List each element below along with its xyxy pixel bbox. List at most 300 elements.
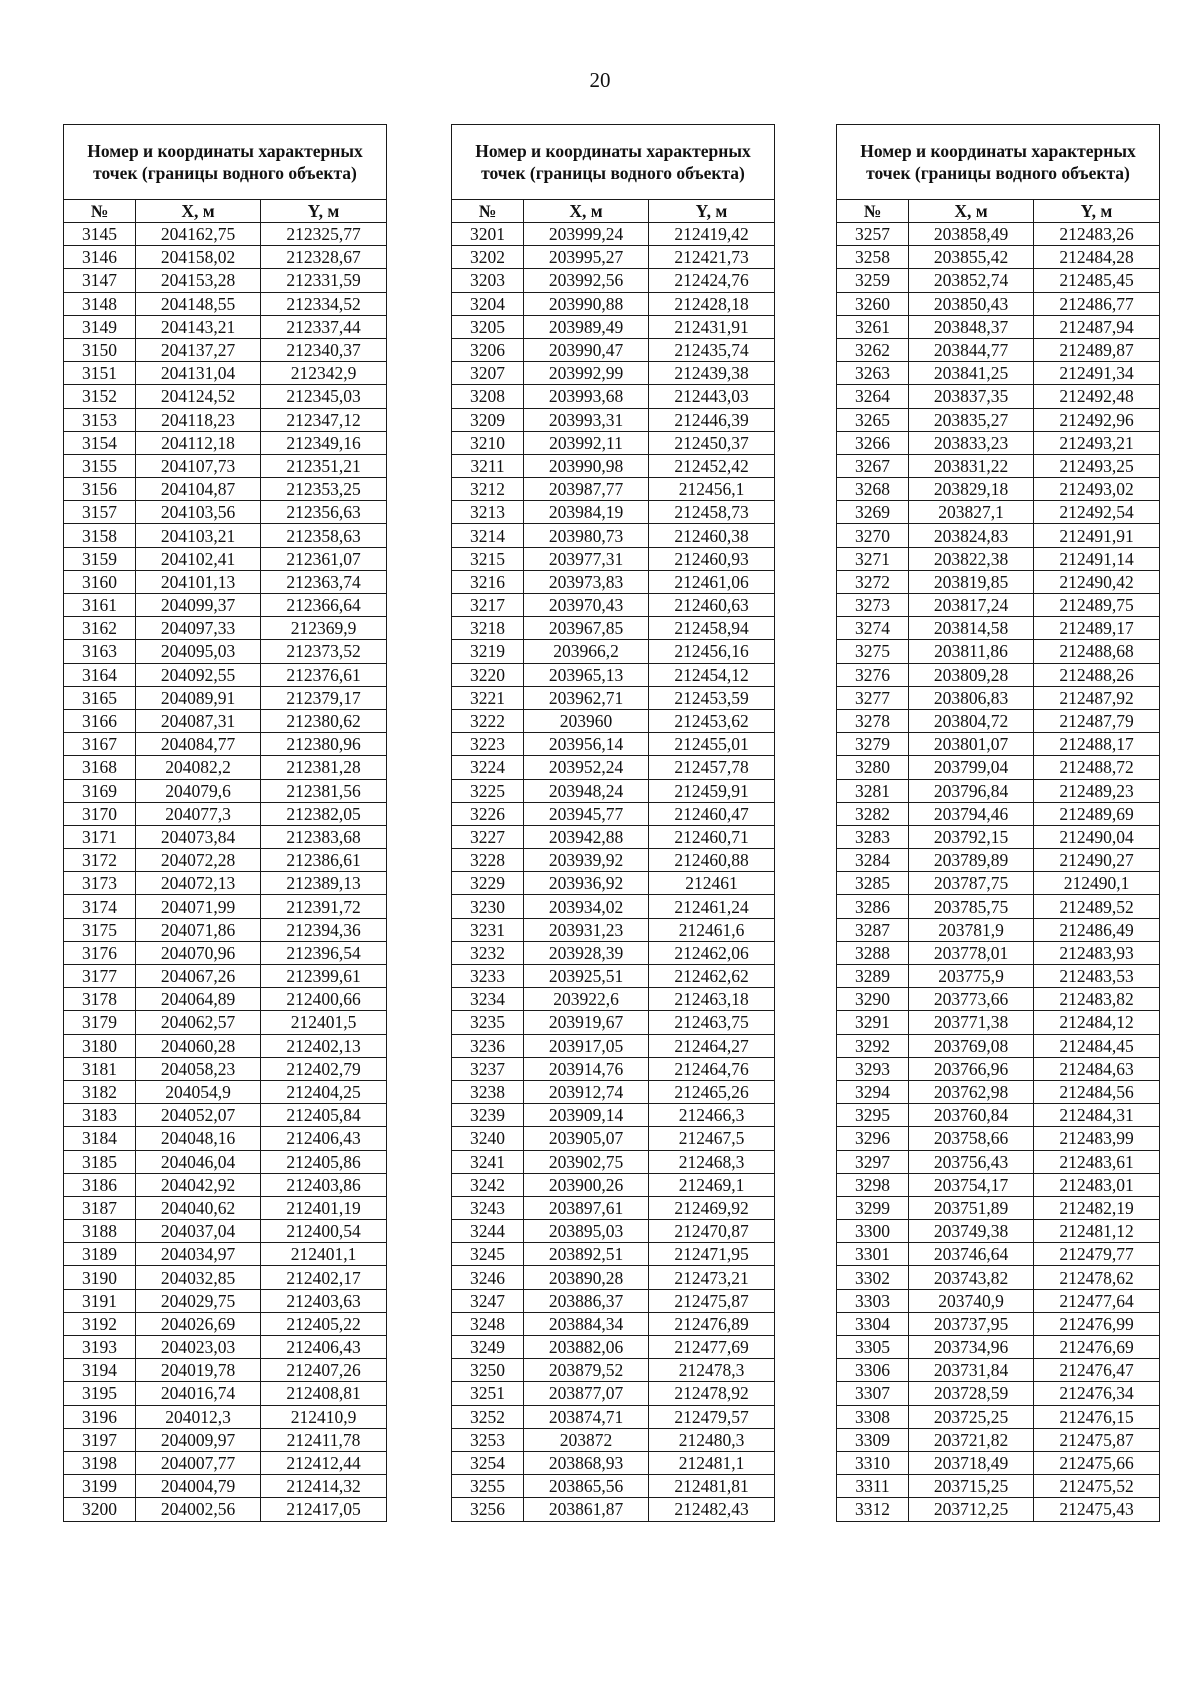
- y-coordinate-cell: 212410,9: [261, 1405, 387, 1428]
- x-coordinate-cell: 204092,55: [136, 663, 261, 686]
- point-number-cell: 3210: [452, 431, 524, 454]
- y-coordinate-cell: 212489,87: [1034, 338, 1160, 361]
- point-number-cell: 3284: [837, 849, 909, 872]
- point-number-cell: 3229: [452, 872, 524, 895]
- y-coordinate-cell: 212489,17: [1034, 617, 1160, 640]
- table-row: [452, 965, 775, 988]
- point-number-cell: 3228: [452, 849, 524, 872]
- y-coordinate-cell: 212381,56: [261, 779, 387, 802]
- table-row: [837, 1173, 1160, 1196]
- y-coordinate-cell: 212462,62: [649, 965, 775, 988]
- y-coordinate-cell: 212476,47: [1034, 1359, 1160, 1382]
- x-coordinate-cell: 203905,07: [524, 1127, 649, 1150]
- table-row: [837, 1104, 1160, 1127]
- x-coordinate-cell: 204077,3: [136, 802, 261, 825]
- point-number-cell: 3149: [64, 315, 136, 338]
- y-coordinate-cell: 212485,45: [1034, 269, 1160, 292]
- point-number-cell: 3190: [64, 1266, 136, 1289]
- point-number-cell: 3160: [64, 570, 136, 593]
- column-header-number: №: [64, 200, 136, 223]
- x-coordinate-cell: 204079,6: [136, 779, 261, 802]
- point-number-cell: 3269: [837, 501, 909, 524]
- x-coordinate-cell: 203882,06: [524, 1336, 649, 1359]
- x-coordinate-cell: 203746,64: [909, 1243, 1034, 1266]
- x-coordinate-cell: 203734,96: [909, 1336, 1034, 1359]
- y-coordinate-cell: 212484,56: [1034, 1080, 1160, 1103]
- x-coordinate-cell: 203778,01: [909, 941, 1034, 964]
- x-coordinate-cell: 203831,22: [909, 454, 1034, 477]
- y-coordinate-cell: 212391,72: [261, 895, 387, 918]
- x-coordinate-cell: 203781,9: [909, 918, 1034, 941]
- y-coordinate-cell: 212453,59: [649, 686, 775, 709]
- x-coordinate-cell: 204034,97: [136, 1243, 261, 1266]
- x-coordinate-cell: 204101,13: [136, 570, 261, 593]
- point-number-cell: 3163: [64, 640, 136, 663]
- point-number-cell: 3220: [452, 663, 524, 686]
- x-coordinate-cell: 204095,03: [136, 640, 261, 663]
- table-row: [837, 1057, 1160, 1080]
- y-coordinate-cell: 212487,94: [1034, 315, 1160, 338]
- table-row: [64, 1173, 387, 1196]
- y-coordinate-cell: 212334,52: [261, 292, 387, 315]
- y-coordinate-cell: 212403,63: [261, 1289, 387, 1312]
- table-row: [452, 1243, 775, 1266]
- x-coordinate-cell: 203977,31: [524, 547, 649, 570]
- table-row: [452, 988, 775, 1011]
- table-row: [837, 1336, 1160, 1359]
- point-number-cell: 3279: [837, 733, 909, 756]
- column-header-number: №: [837, 200, 909, 223]
- table-row: [837, 733, 1160, 756]
- table-row: [64, 1475, 387, 1498]
- table-row: [64, 825, 387, 848]
- y-coordinate-cell: 212482,43: [649, 1498, 775, 1521]
- x-coordinate-cell: 204032,85: [136, 1266, 261, 1289]
- point-number-cell: 3259: [837, 269, 909, 292]
- y-coordinate-cell: 212347,12: [261, 408, 387, 431]
- point-number-cell: 3199: [64, 1475, 136, 1498]
- x-coordinate-cell: 203919,67: [524, 1011, 649, 1034]
- x-coordinate-cell: 203928,39: [524, 941, 649, 964]
- table-row: [452, 1382, 775, 1405]
- x-coordinate-cell: 203917,05: [524, 1034, 649, 1057]
- table-row: [452, 1359, 775, 1382]
- table-row: [452, 570, 775, 593]
- point-number-cell: 3222: [452, 709, 524, 732]
- point-number-cell: 3288: [837, 941, 909, 964]
- table-row: [837, 1475, 1160, 1498]
- y-coordinate-cell: 212402,79: [261, 1057, 387, 1080]
- y-coordinate-cell: 212402,13: [261, 1034, 387, 1057]
- point-number-cell: 3175: [64, 918, 136, 941]
- table-row: [64, 1150, 387, 1173]
- y-coordinate-cell: 212476,89: [649, 1312, 775, 1335]
- point-number-cell: 3270: [837, 524, 909, 547]
- table-row: [837, 431, 1160, 454]
- y-coordinate-cell: 212419,42: [649, 223, 775, 246]
- y-coordinate-cell: 212483,53: [1034, 965, 1160, 988]
- x-coordinate-cell: 203952,24: [524, 756, 649, 779]
- point-number-cell: 3280: [837, 756, 909, 779]
- table-row: [837, 617, 1160, 640]
- table-row: [452, 941, 775, 964]
- point-number-cell: 3201: [452, 223, 524, 246]
- point-number-cell: 3145: [64, 223, 136, 246]
- y-coordinate-cell: 212483,26: [1034, 223, 1160, 246]
- x-coordinate-cell: 203965,13: [524, 663, 649, 686]
- point-number-cell: 3176: [64, 941, 136, 964]
- point-number-cell: 3195: [64, 1382, 136, 1405]
- y-coordinate-cell: 212396,54: [261, 941, 387, 964]
- y-coordinate-cell: 212394,36: [261, 918, 387, 941]
- x-coordinate-cell: 204089,91: [136, 686, 261, 709]
- y-coordinate-cell: 212381,28: [261, 756, 387, 779]
- x-coordinate-cell: 203771,38: [909, 1011, 1034, 1034]
- table-body: [452, 223, 775, 1522]
- table-row: [452, 1196, 775, 1219]
- x-coordinate-cell: 204071,99: [136, 895, 261, 918]
- point-number-cell: 3257: [837, 223, 909, 246]
- y-coordinate-cell: 212487,79: [1034, 709, 1160, 732]
- y-coordinate-cell: 212460,38: [649, 524, 775, 547]
- y-coordinate-cell: 212470,87: [649, 1220, 775, 1243]
- y-coordinate-cell: 212475,66: [1034, 1451, 1160, 1474]
- point-number-cell: 3164: [64, 663, 136, 686]
- table-row: [452, 640, 775, 663]
- x-coordinate-cell: 203865,56: [524, 1475, 649, 1498]
- x-coordinate-cell: 204071,86: [136, 918, 261, 941]
- y-coordinate-cell: 212380,96: [261, 733, 387, 756]
- x-coordinate-cell: 203728,59: [909, 1382, 1034, 1405]
- point-number-cell: 3267: [837, 454, 909, 477]
- x-coordinate-cell: 203992,11: [524, 431, 649, 454]
- y-coordinate-cell: 212450,37: [649, 431, 775, 454]
- x-coordinate-cell: 203811,86: [909, 640, 1034, 663]
- point-number-cell: 3247: [452, 1289, 524, 1312]
- y-coordinate-cell: 212328,67: [261, 246, 387, 269]
- y-coordinate-cell: 212478,62: [1034, 1266, 1160, 1289]
- point-number-cell: 3248: [452, 1312, 524, 1335]
- point-number-cell: 3156: [64, 478, 136, 501]
- x-coordinate-cell: 203773,66: [909, 988, 1034, 1011]
- y-coordinate-cell: 212389,13: [261, 872, 387, 895]
- table-row: [64, 779, 387, 802]
- x-coordinate-cell: 203819,85: [909, 570, 1034, 593]
- table-row: [452, 1173, 775, 1196]
- point-number-cell: 3238: [452, 1080, 524, 1103]
- y-coordinate-cell: 212417,05: [261, 1498, 387, 1521]
- x-coordinate-cell: 204153,28: [136, 269, 261, 292]
- x-coordinate-cell: 204026,69: [136, 1312, 261, 1335]
- point-number-cell: 3167: [64, 733, 136, 756]
- point-number-cell: 3152: [64, 385, 136, 408]
- x-coordinate-cell: 204060,28: [136, 1034, 261, 1057]
- point-number-cell: 3291: [837, 1011, 909, 1034]
- x-coordinate-cell: 204064,89: [136, 988, 261, 1011]
- y-coordinate-cell: 212405,84: [261, 1104, 387, 1127]
- x-coordinate-cell: 203721,82: [909, 1428, 1034, 1451]
- table-row: [452, 338, 775, 361]
- table-row: [452, 1289, 775, 1312]
- table-row: [64, 362, 387, 385]
- x-coordinate-cell: 203769,08: [909, 1034, 1034, 1057]
- table-row: [64, 965, 387, 988]
- x-coordinate-cell: 203822,38: [909, 547, 1034, 570]
- y-coordinate-cell: 212483,93: [1034, 941, 1160, 964]
- x-coordinate-cell: 203973,83: [524, 570, 649, 593]
- point-number-cell: 3213: [452, 501, 524, 524]
- table-row: [452, 1150, 775, 1173]
- point-number-cell: 3218: [452, 617, 524, 640]
- point-number-cell: 3246: [452, 1266, 524, 1289]
- y-coordinate-cell: 212484,31: [1034, 1104, 1160, 1127]
- table-row: [452, 385, 775, 408]
- x-coordinate-cell: 204103,21: [136, 524, 261, 547]
- x-coordinate-cell: 203758,66: [909, 1127, 1034, 1150]
- point-number-cell: 3308: [837, 1405, 909, 1428]
- y-coordinate-cell: 212356,63: [261, 501, 387, 524]
- point-number-cell: 3227: [452, 825, 524, 848]
- x-coordinate-cell: 204158,02: [136, 246, 261, 269]
- point-number-cell: 3203: [452, 269, 524, 292]
- table-row: [837, 1011, 1160, 1034]
- y-coordinate-cell: 212481,1: [649, 1451, 775, 1474]
- table-row: [452, 315, 775, 338]
- y-coordinate-cell: 212469,1: [649, 1173, 775, 1196]
- x-coordinate-cell: 204072,28: [136, 849, 261, 872]
- x-coordinate-cell: 203945,77: [524, 802, 649, 825]
- table-row: [452, 1034, 775, 1057]
- point-number-cell: 3231: [452, 918, 524, 941]
- x-coordinate-cell: 203868,93: [524, 1451, 649, 1474]
- point-number-cell: 3252: [452, 1405, 524, 1428]
- table-row: [64, 431, 387, 454]
- x-coordinate-cell: 204040,62: [136, 1196, 261, 1219]
- x-coordinate-cell: 203909,14: [524, 1104, 649, 1127]
- y-coordinate-cell: 212459,91: [649, 779, 775, 802]
- table-row: [452, 478, 775, 501]
- x-coordinate-cell: 203814,58: [909, 617, 1034, 640]
- x-coordinate-cell: 203731,84: [909, 1359, 1034, 1382]
- point-number-cell: 3187: [64, 1196, 136, 1219]
- x-coordinate-cell: 203960: [524, 709, 649, 732]
- x-coordinate-cell: 203760,84: [909, 1104, 1034, 1127]
- table-row: [64, 246, 387, 269]
- point-number-cell: 3245: [452, 1243, 524, 1266]
- x-coordinate-cell: 203931,23: [524, 918, 649, 941]
- y-coordinate-cell: 212484,12: [1034, 1011, 1160, 1034]
- x-coordinate-cell: 204058,23: [136, 1057, 261, 1080]
- table-row: [452, 269, 775, 292]
- x-coordinate-cell: 203762,98: [909, 1080, 1034, 1103]
- point-number-cell: 3181: [64, 1057, 136, 1080]
- point-number-cell: 3250: [452, 1359, 524, 1382]
- table-row: [64, 1034, 387, 1057]
- x-coordinate-cell: 203999,24: [524, 223, 649, 246]
- point-number-cell: 3183: [64, 1104, 136, 1127]
- table-row: [64, 547, 387, 570]
- point-number-cell: 3260: [837, 292, 909, 315]
- x-coordinate-cell: 203806,83: [909, 686, 1034, 709]
- y-coordinate-cell: 212414,32: [261, 1475, 387, 1498]
- x-coordinate-cell: 203874,71: [524, 1405, 649, 1428]
- table-row: [837, 501, 1160, 524]
- point-number-cell: 3165: [64, 686, 136, 709]
- table-row: [64, 1127, 387, 1150]
- point-number-cell: 3159: [64, 547, 136, 570]
- table-row: [452, 1498, 775, 1521]
- y-coordinate-cell: 212484,28: [1034, 246, 1160, 269]
- x-coordinate-cell: 203956,14: [524, 733, 649, 756]
- x-coordinate-cell: 204099,37: [136, 594, 261, 617]
- point-number-cell: 3146: [64, 246, 136, 269]
- x-coordinate-cell: 203835,27: [909, 408, 1034, 431]
- table-row: [64, 872, 387, 895]
- x-coordinate-cell: 203756,43: [909, 1150, 1034, 1173]
- table-title: Номер и координаты характерных точек (границы водного объекта): [452, 125, 775, 200]
- y-coordinate-cell: 212463,18: [649, 988, 775, 1011]
- y-coordinate-cell: 212464,27: [649, 1034, 775, 1057]
- table-row: [64, 686, 387, 709]
- x-coordinate-cell: 204112,18: [136, 431, 261, 454]
- point-number-cell: 3285: [837, 872, 909, 895]
- table-row: [452, 872, 775, 895]
- coordinates-table-3: [836, 124, 1160, 1522]
- table-row: [837, 269, 1160, 292]
- x-coordinate-cell: 204103,56: [136, 501, 261, 524]
- x-coordinate-cell: 203737,95: [909, 1312, 1034, 1335]
- x-coordinate-cell: 204052,07: [136, 1104, 261, 1127]
- x-coordinate-cell: 203792,15: [909, 825, 1034, 848]
- coordinates-table-1: [63, 124, 387, 1522]
- x-coordinate-cell: 204097,33: [136, 617, 261, 640]
- x-coordinate-cell: 203804,72: [909, 709, 1034, 732]
- table-row: [837, 709, 1160, 732]
- point-number-cell: 3234: [452, 988, 524, 1011]
- table-row: [837, 1428, 1160, 1451]
- x-coordinate-cell: 203841,25: [909, 362, 1034, 385]
- table-row: [837, 965, 1160, 988]
- point-number-cell: 3180: [64, 1034, 136, 1057]
- table-row: [64, 1220, 387, 1243]
- table-row: [837, 1243, 1160, 1266]
- y-coordinate-cell: 212456,1: [649, 478, 775, 501]
- x-coordinate-cell: 204084,77: [136, 733, 261, 756]
- point-number-cell: 3230: [452, 895, 524, 918]
- x-coordinate-cell: 204072,13: [136, 872, 261, 895]
- y-coordinate-cell: 212342,9: [261, 362, 387, 385]
- point-number-cell: 3186: [64, 1173, 136, 1196]
- point-number-cell: 3154: [64, 431, 136, 454]
- point-number-cell: 3283: [837, 825, 909, 848]
- x-coordinate-cell: 203858,49: [909, 223, 1034, 246]
- y-coordinate-cell: 212473,21: [649, 1266, 775, 1289]
- point-number-cell: 3240: [452, 1127, 524, 1150]
- x-coordinate-cell: 203900,26: [524, 1173, 649, 1196]
- table-row: [64, 849, 387, 872]
- y-coordinate-cell: 212379,17: [261, 686, 387, 709]
- point-number-cell: 3235: [452, 1011, 524, 1034]
- x-coordinate-cell: 204046,04: [136, 1150, 261, 1173]
- y-coordinate-cell: 212491,14: [1034, 547, 1160, 570]
- point-number-cell: 3226: [452, 802, 524, 825]
- y-coordinate-cell: 212404,25: [261, 1080, 387, 1103]
- table-row: [64, 1266, 387, 1289]
- x-coordinate-cell: 204148,55: [136, 292, 261, 315]
- x-coordinate-cell: 204016,74: [136, 1382, 261, 1405]
- y-coordinate-cell: 212460,93: [649, 547, 775, 570]
- x-coordinate-cell: 203852,74: [909, 269, 1034, 292]
- y-coordinate-cell: 212482,19: [1034, 1196, 1160, 1219]
- y-coordinate-cell: 212492,48: [1034, 385, 1160, 408]
- table-row: [837, 1220, 1160, 1243]
- x-coordinate-cell: 203966,2: [524, 640, 649, 663]
- y-coordinate-cell: 212488,72: [1034, 756, 1160, 779]
- x-coordinate-cell: 203948,24: [524, 779, 649, 802]
- x-coordinate-cell: 203844,77: [909, 338, 1034, 361]
- table-row: [837, 1451, 1160, 1474]
- table-row: [64, 454, 387, 477]
- table-row: [64, 1011, 387, 1034]
- point-number-cell: 3200: [64, 1498, 136, 1521]
- x-coordinate-cell: 203712,25: [909, 1498, 1034, 1521]
- table-row: [452, 431, 775, 454]
- y-coordinate-cell: 212488,17: [1034, 733, 1160, 756]
- y-coordinate-cell: 212376,61: [261, 663, 387, 686]
- y-coordinate-cell: 212467,5: [649, 1127, 775, 1150]
- point-number-cell: 3188: [64, 1220, 136, 1243]
- y-coordinate-cell: 212460,47: [649, 802, 775, 825]
- y-coordinate-cell: 212488,68: [1034, 640, 1160, 663]
- y-coordinate-cell: 212456,16: [649, 640, 775, 663]
- point-number-cell: 3173: [64, 872, 136, 895]
- point-number-cell: 3307: [837, 1382, 909, 1405]
- point-number-cell: 3219: [452, 640, 524, 663]
- y-coordinate-cell: 212475,43: [1034, 1498, 1160, 1521]
- point-number-cell: 3158: [64, 524, 136, 547]
- table-row: [837, 895, 1160, 918]
- y-coordinate-cell: 212458,73: [649, 501, 775, 524]
- point-number-cell: 3244: [452, 1220, 524, 1243]
- y-coordinate-cell: 212345,03: [261, 385, 387, 408]
- table-row: [837, 1266, 1160, 1289]
- point-number-cell: 3310: [837, 1451, 909, 1474]
- table-row: [452, 1312, 775, 1335]
- y-coordinate-cell: 212460,63: [649, 594, 775, 617]
- table-body: [64, 223, 387, 1522]
- table-row: [837, 1080, 1160, 1103]
- y-coordinate-cell: 212369,9: [261, 617, 387, 640]
- table-row: [452, 1104, 775, 1127]
- y-coordinate-cell: 212401,1: [261, 1243, 387, 1266]
- point-number-cell: 3155: [64, 454, 136, 477]
- x-coordinate-cell: 204007,77: [136, 1451, 261, 1474]
- point-number-cell: 3299: [837, 1196, 909, 1219]
- y-coordinate-cell: 212483,61: [1034, 1150, 1160, 1173]
- table-row: [64, 617, 387, 640]
- table-row: [64, 1289, 387, 1312]
- x-coordinate-cell: 203980,73: [524, 524, 649, 547]
- y-coordinate-cell: 212325,77: [261, 223, 387, 246]
- table-row: [452, 408, 775, 431]
- table-row: [452, 223, 775, 246]
- y-coordinate-cell: 212489,23: [1034, 779, 1160, 802]
- table-row: [452, 849, 775, 872]
- point-number-cell: 3182: [64, 1080, 136, 1103]
- point-number-cell: 3204: [452, 292, 524, 315]
- table-row: [64, 918, 387, 941]
- table-row: [64, 570, 387, 593]
